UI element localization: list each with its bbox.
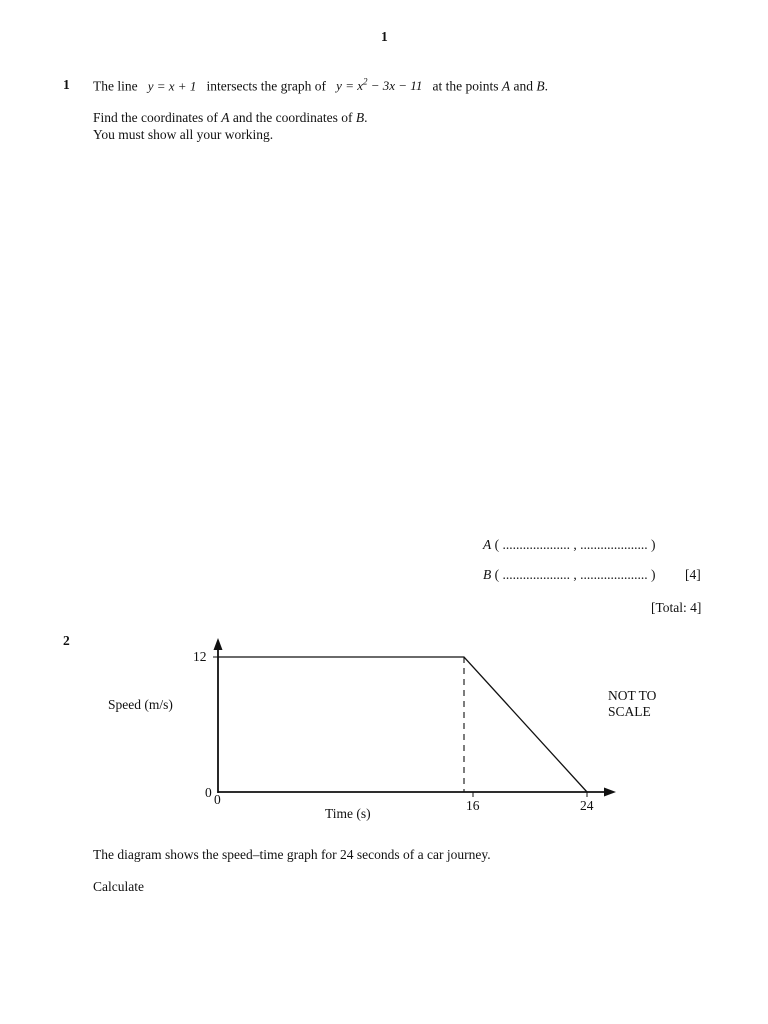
x-tick-label-0: 0 (214, 792, 221, 807)
question-number-1: 1 (63, 77, 70, 92)
question-1-instruction-1: Find the coordinates of A and the coordinates of B. (93, 110, 368, 125)
y-tick-label-12: 12 (193, 649, 207, 664)
x-tick-label-24: 24 (580, 798, 594, 813)
curve-equation: $y = x^2 - 3x - 11$ (336, 77, 423, 94)
q1-text-and: and (513, 78, 533, 94)
y-axis-label: Speed (m/s) (108, 697, 173, 712)
question-2-calculate: Calculate (93, 879, 144, 894)
question-1-stem: The line y = x + 1 intersects the graph of $y = x^2 - 3x - 11$ at the points A and B. (93, 77, 548, 94)
question-number-2: 2 (63, 633, 70, 648)
marks-label: [4] (685, 567, 701, 582)
point-b: B (536, 78, 545, 94)
q1-text-3: at the points (432, 78, 499, 94)
y-tick-label-0: 0 (205, 785, 212, 800)
point-a: A (501, 78, 511, 94)
x-axis-label: Time (s) (325, 806, 371, 821)
q1-text-1: The line (93, 78, 138, 94)
answer-a-line[interactable]: A ( .................... , .................... ) (483, 537, 656, 552)
speed-series-line (218, 657, 587, 792)
question-1-instruction-2: You must show all your working. (93, 127, 274, 142)
total-marks: [Total: 4] (651, 600, 702, 615)
question-2-description: The diagram shows the speed–time graph for 24 seconds of a car journey. (93, 847, 491, 862)
q1-text-2: intersects the graph of (206, 78, 327, 94)
x-axis-arrow (604, 788, 616, 797)
y-axis-arrow (214, 638, 223, 650)
line-equation: y = x + 1 (147, 78, 197, 94)
x-tick-label-16: 16 (466, 798, 480, 813)
page-number: 1 (381, 29, 388, 44)
not-to-scale-note: NOT TO SCALE (608, 688, 657, 719)
answer-b-line[interactable]: B ( .................... , .................... ) (483, 567, 656, 582)
